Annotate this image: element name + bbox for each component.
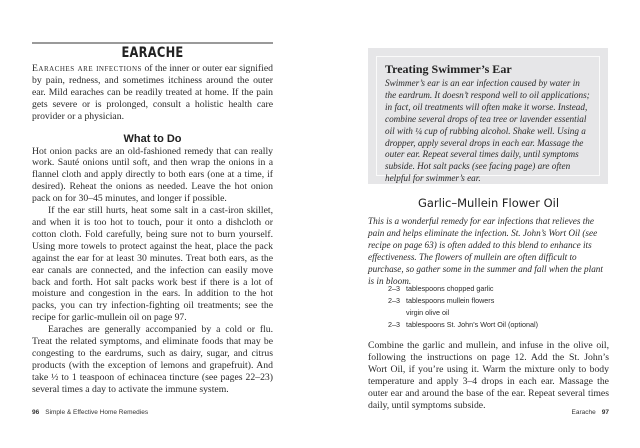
recipe-intro: This is a wonderful remedy for ear infections that relieves the pain and helps eliminate the infection. St. John’s Wort Oil (see recipe on page 63) is often added to this blend to enhance its effectiveness. The flowers of mullein are often difficult to purchase, so gather some in the summer and fall when the plant is in bloom. <box>368 216 603 286</box>
ingredient-item <box>388 283 538 295</box>
page-number: 97 <box>601 409 609 416</box>
ingredient-list <box>388 283 538 331</box>
ingredient-qty: 2–3 <box>388 319 400 329</box>
sidebar-title: Treating Swimmer’s Ear <box>385 62 512 76</box>
body-paragraph: Earaches are generally accompanied by a cold or flu. Treat the related symptoms, and eliminate foods that may be congesting to the eardrums, such as dairy, sugar, and citrus products (with the exception of lemons and grapefruit). And take ½ to 1 teaspoon of echinacea tincture (see pages 22–23) several times a day to activate the immune system. <box>32 324 273 395</box>
ingredient-name: tablespoons chopped garlic <box>406 284 494 293</box>
body-paragraph: If the ear still hurts, heat some salt in a cast-iron skillet, and when it is too hot to touch, pour it onto a dishcloth or cotton cloth. Fold carefully, being sure not to burn yourself. Using more towels to protect against the heat, place the pack against the ear for at least 30 minutes. Treat both ears, as the ear canals are connected, and the infection can easily move back and forth. Hot salt packs work best if there is a lot of moisture and congestion in the ears. In addition to the hot packs, you can try infection-fighting oil treatments; see the recipe for garlic-mullein oil on page 97. <box>32 205 273 324</box>
right-page <box>368 0 609 448</box>
sidebar-box <box>368 48 608 184</box>
ingredient-item <box>388 319 538 331</box>
body-paragraph: Hot onion packs are an old-fashioned remedy that can really work. Sauté onions until soft, and then wrap the onions in a flannel cloth and apply directly to both ears (one at a time, if desired). Reheat the onions as needed. Leave the hot onion pack on for 30–45 minutes, and longer if possible. <box>32 145 273 205</box>
intro-paragraph <box>32 63 273 123</box>
ingredient-item <box>388 295 538 307</box>
left-page <box>32 0 274 448</box>
ingredient-qty: 2–3 <box>388 284 400 293</box>
page-number: 96 <box>32 409 40 416</box>
sidebar-inner <box>376 56 600 184</box>
ingredient-name: tablespoons St. John’s Wort Oil (optional) <box>406 319 538 329</box>
ingredient-qty: 2–3 <box>388 295 400 305</box>
page-title: EARACHE <box>121 45 184 61</box>
recipe-method: Combine the garlic and mullein, and infuse in the olive oil, following the instructions on page 12. Add the St. John’s Wort Oil, if you’re using it. Warm the mixture only to body temperature and apply 3–4 drops in each ear. Massage the outer ear and around the base of the ear. Repeat several times daily, until symptoms subside. <box>368 340 609 411</box>
section-heading: What to Do <box>123 132 182 145</box>
left-footer <box>32 409 148 416</box>
ingredient-item <box>388 307 538 319</box>
right-footer <box>572 409 609 416</box>
book-title: Simple & Effective Home Remedies <box>45 409 149 416</box>
sidebar-text: Swimmer’s ear is an ear infection caused by water in the eardrum. It doesn’t respond well to oil applications; in fact, oil treatments will often make it worse. Instead, combine several drops of tea tree or lavender essential oil with ¼ cup of rubbing alcohol. Shake well. Using a dropper, apply several drops in each ear. Massage the outer ear. Repeat several times daily, until symptoms subside. Hot salt packs (see facing page) are often helpful for swimmer’s ear. <box>385 78 590 184</box>
intro-lead: Earaches are infections <box>32 63 142 74</box>
header-rule <box>32 42 273 44</box>
intro-text: of the inner or outer ear signified by pain, redness, and sometimes itchiness around the outer ear. Mild earaches can be readily treated at home. If the pain gets severe or is prolonged, consult a holistic health care provider or a physician. <box>32 63 273 122</box>
ingredient-name: tablespoons mullein flowers <box>406 295 495 305</box>
left-body <box>32 63 273 396</box>
recipe-title: Garlic–Mullein Flower Oil <box>417 196 560 210</box>
ingredient-name: virgin olive oil <box>406 307 450 317</box>
section-name: Earache <box>571 409 596 416</box>
